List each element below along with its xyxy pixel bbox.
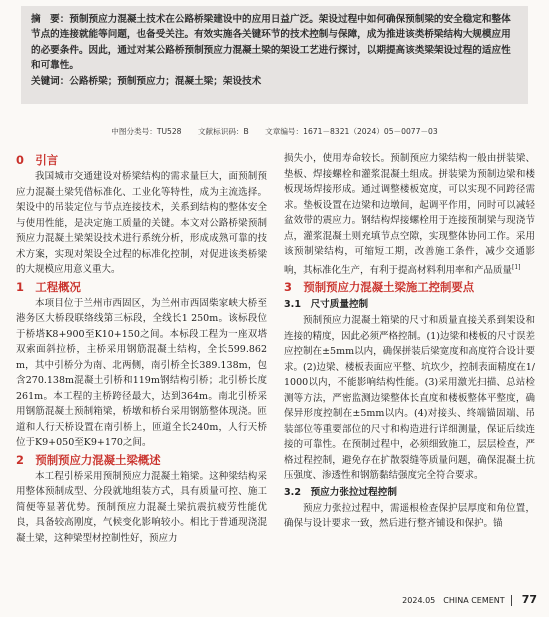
continued-text: 损失小，使用寿命较长。预制预应力梁结构一般由拼装梁、垫板、焊接螺栓和灌浆混凝土组成。拼装梁为预制边梁和楼板现场焊接形成。通过调整楼板宽度，可以实现不同跨径需求。垫板设置在边梁和边墩间，起调平作用，同时可以减轻盆效带的震应力。钢结构焊接螺栓用于连接预制梁与现浇节点，灌浆混凝土则充填节点空隙，实现整体协同工作。采用该预制梁结构，可缩短工期，改善施工条件，减少交通影响，其标准化生产，有利于提高材料利用率和产品质量 (284, 153, 535, 276)
abstract-text: 预制预应力混凝土技术在公路桥梁建设中的应用日益广泛。架设过程中如何确保预制梁的安全稳定和整体节点的连接就能等问题，也备受关注。有效实施各关键环节的技术控制与保障，成为推进该类桥梁结构大规模应用的必要条件。因此，通过对某公路桥预制预应力混凝土梁的架设工艺进行探讨，以期提高该类梁架设过程的适应性和可靠性。 (31, 14, 511, 71)
page-number: 77 (521, 593, 537, 606)
abstract-label: 摘 要： (31, 14, 70, 25)
abstract-paragraph (31, 12, 518, 73)
footer-divider (511, 595, 512, 606)
right-column (284, 151, 535, 532)
clc-number: 中图分类号：TU528 (111, 127, 182, 136)
section-2-heading: 2 预制预应力混凝土梁概述 (16, 452, 161, 467)
page-footer (402, 593, 537, 606)
section-0-paragraph: 我国城市交通建设对桥梁结构的需求量巨大，面预制预应力混凝土梁凭借标准化、工业化等特性，成为主流选择。架设中的吊装定位与节点连接技术，关系到结构的整体安全与使用性能，是决定施工质量的关键。本文对公路桥梁预制预应力混凝土梁架设技术进行系统分析，形成成熟可靠的技术方案，实现对架设全过程的标准化控制，对促进该类桥梁的大规模应用意义重大。 (16, 171, 267, 275)
section-3-1-heading: 3.1 尺寸质量控制 (284, 299, 369, 311)
article-number: 文章编号：1671－8321（2024）05－0077－03 (265, 127, 438, 136)
section-2-paragraph: 本工程引桥采用预制预应力混凝土箱梁。这种梁结构采用整体预制成型、分段就地组装方式，具有质量可控、施工简便等显著优势。预制预应力混凝土梁抗震抗疲劳性能优良，具备较高刚度，气候变化影响较小。相比于普通现浇混凝土梁，这种梁型材控制性好，预应力 (16, 470, 267, 544)
keywords-label: 关键词： (31, 76, 70, 88)
article-meta (0, 126, 549, 137)
left-column (16, 151, 267, 546)
keywords-text: 公路桥梁；预制预应力；混凝土梁；架设技术 (69, 76, 262, 88)
section-1-heading: 1 工程概况 (16, 279, 81, 294)
section-3-1-paragraph: 预制预应力混凝土箱梁的尺寸和质量直接关系到架设和连接的精度，因此必须严格控制。(1)边梁和楼板的尺寸误差应控制在±5mm以内，确保拼装后梁宽度和高度符合设计要求。(2)边梁、楼板表面应平整、坑坎少，控制表面精度在1/1000以内，不能影响结构性能。(3)采用激光扫描、总站检测等方法，严密监测边梁整体长直度和楼板整体平整度，确保异形度控制在±5mm以内。(4)对接头、终端锚固端、吊装部位等重要部位的尺寸和构造进行详细测量，保证后续连接的可靠性。在预制过程中，必须细致施工，层层检查，严格过程控制，避免存在扩散裂缝等质量问题，确保混凝土抗压强度、渗透性和钢筋黏结强度完全符合要求。 (284, 315, 535, 482)
citation-ref: [1] (512, 263, 521, 271)
section-3-2-paragraph: 预应力张拉过程中，需遥根检查保护层厚度和角位置，确保与设计要求一致，然后进行整齐铺设和保护。锚 (284, 502, 535, 530)
section-3-heading: 3 预制预应力混凝土梁施工控制要点 (284, 280, 475, 295)
section-3-2-heading: 3.2 预应力张拉过程控制 (284, 486, 397, 498)
abstract-box (21, 6, 528, 104)
keywords-line (31, 74, 518, 89)
section-1-paragraph: 本项目位于兰州市西固区，为兰州市西固柴家峡大桥至港务区大桥段联络线第三标段，全线长1 250m。该标段位于桥塔K8+900至K10+150之间。本标段工程为一座双塔双索面斜拉桥，主桥采用钢筋混凝土结构，全长599.862m，其中引桥分为南、北两侧，南引桥全长389.138m，包含270.138m混凝土引桥和119m钢结构引桥；北引桥长度261m。本工程的主桥跨径最大，达到364m。南北引桥采用钢筋混凝土预制箱梁，桥墩和桥台采用钢筋整体现浇。匝道和人行天桥设置在南引桥上，匝道全长240m，人行天桥位于K9+050至K9+170之间。 (16, 297, 267, 448)
section-0-heading: 0 引言 (16, 153, 59, 167)
journal-issue: 2024.05 CHINA CEMENT (402, 596, 505, 605)
document-code: 文献标识码：B (197, 127, 249, 136)
continued-paragraph (284, 151, 535, 278)
